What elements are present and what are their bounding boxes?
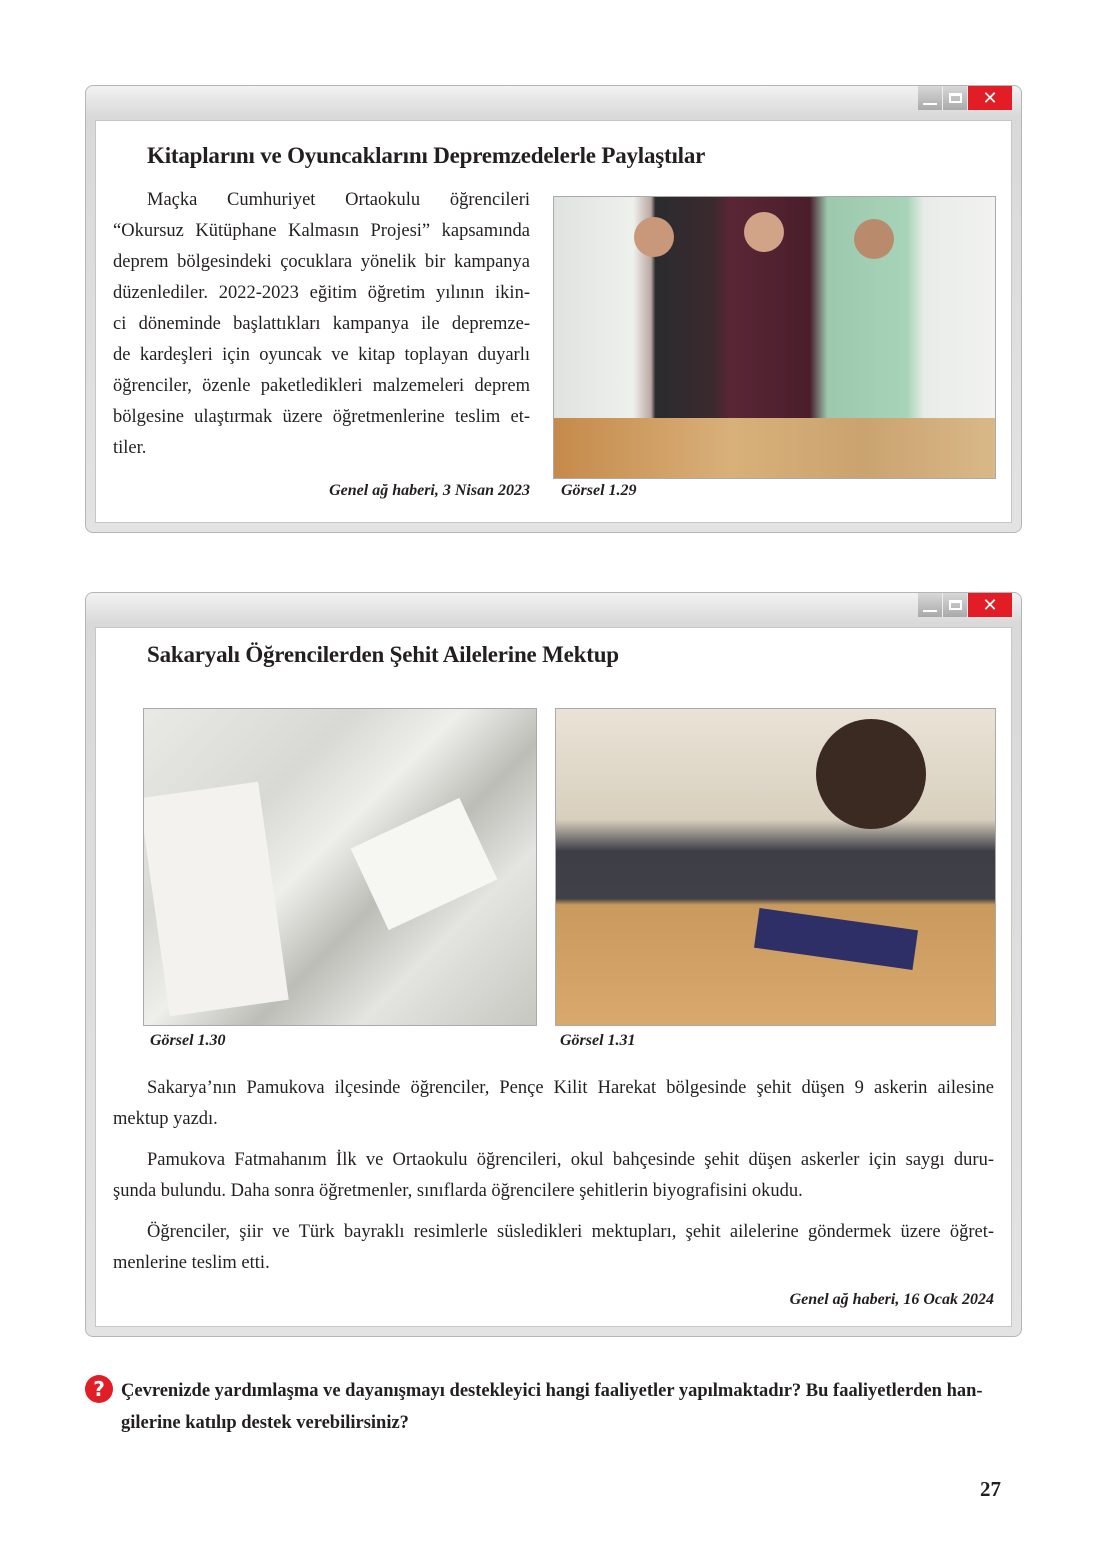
close-icon[interactable]: ✕ — [968, 86, 1012, 110]
photo-students-toys — [553, 196, 996, 479]
text-line: Öğrenciler, şiir ve Türk bayraklı resimlerle süsledikleri mektupları, şehit ailelerine göndermek üzere öğret- — [147, 1222, 994, 1242]
minimize-icon[interactable] — [918, 86, 943, 110]
text-line: bölgesine ulaştırmak üzere öğretmenlerine teslim et- — [113, 407, 530, 427]
close-icon[interactable]: ✕ — [968, 593, 1012, 617]
article-title: Sakaryalı Öğrencilerden Şehit Ailelerine Mektup — [147, 642, 619, 667]
text-line: ci döneminde başlattıkları kampanya ile depremze- — [113, 314, 530, 334]
article-source: Genel ağ haberi, 3 Nisan 2023 — [329, 482, 530, 499]
text-line: Pamukova Fatmahanım İlk ve Ortaokulu öğrencileri, okul bahçesinde şehit düşen askerler için saygı duru- — [147, 1150, 994, 1170]
text-line: menlerine teslim etti. — [113, 1253, 270, 1273]
text-line: şunda bulundu. Daha sonra öğretmenler, sınıflarda öğrencilere şehitlerin biyografisini okudu. — [113, 1181, 803, 1201]
question-line: gilerine katılıp destek verebilirsiniz? — [121, 1413, 409, 1433]
question-icon: ? — [85, 1375, 113, 1403]
photo-caption: Görsel 1.31 — [560, 1032, 636, 1049]
text-line: mektup yazdı. — [113, 1109, 218, 1129]
text-line: de kardeşleri için oyuncak ve kitap toplayan duyarlı — [113, 345, 530, 365]
text-line: “Okursuz Kütüphane Kalmasın Projesi” kapsamında — [113, 221, 530, 241]
window-controls — [918, 593, 1012, 617]
text-line: tiler. — [113, 438, 147, 458]
article-source: Genel ağ haberi, 16 Ocak 2024 — [789, 1291, 994, 1308]
article-title: Kitaplarını ve Oyuncaklarını Depremzedelerle Paylaştılar — [147, 143, 706, 168]
page-number: 27 — [980, 1477, 1001, 1501]
maximize-icon[interactable] — [943, 593, 968, 617]
text-line: düzenlediler. 2022-2023 eğitim öğretim yılının ikin- — [113, 283, 530, 303]
text-line: Maçka Cumhuriyet Ortaokulu öğrencileri — [147, 190, 530, 210]
window-controls — [918, 86, 1012, 110]
photo-student-writing — [555, 708, 996, 1026]
minimize-icon[interactable] — [918, 593, 943, 617]
text-line: Sakarya’nın Pamukova ilçesinde öğrenciler, Pençe Kilit Harekat bölgesinde şehit düşen 9 askerin ailesine — [147, 1078, 994, 1098]
maximize-icon[interactable] — [943, 86, 968, 110]
article-body — [113, 185, 530, 464]
photo-caption: Görsel 1.30 — [150, 1032, 226, 1049]
photo-letters — [143, 708, 537, 1026]
text-line: deprem bölgesindeki çocuklara yönelik bir kampanya — [113, 252, 530, 272]
text-line: öğrenciler, özenle paketledikleri malzemeleri deprem — [113, 376, 530, 396]
photo-caption: Görsel 1.29 — [561, 482, 637, 499]
question-line: Çevrenizde yardımlaşma ve dayanışmayı destekleyici hangi faaliyetler yapılmaktadır? Bu faaliyetlerden han- — [121, 1381, 983, 1401]
article-body — [113, 1073, 994, 1279]
